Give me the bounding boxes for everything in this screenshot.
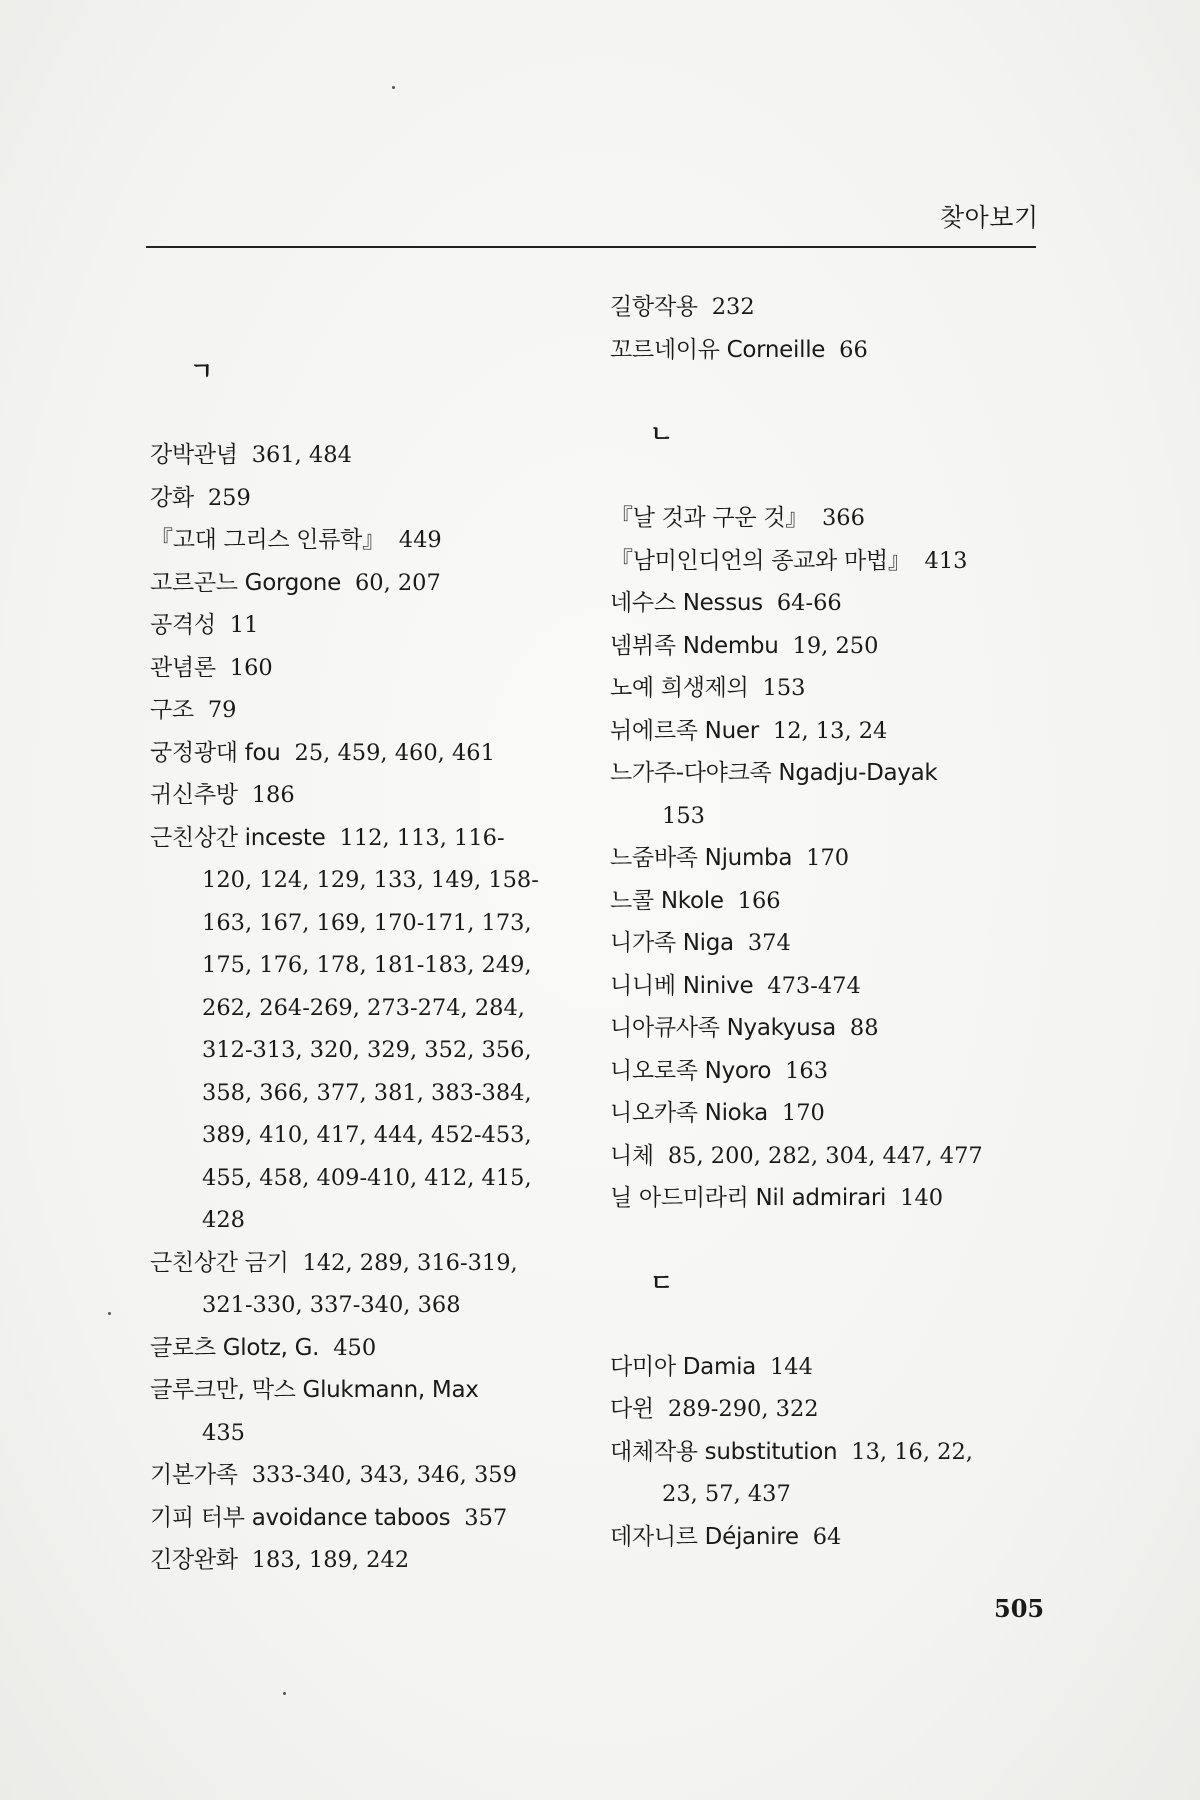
index-entry (150, 1327, 610, 1370)
entry-term: 공격성 (150, 612, 216, 638)
index-entry (610, 922, 1110, 965)
entry-pages: 183, 189, 242 (251, 1547, 410, 1573)
entry-pages: 142, 289, 316-319, (302, 1249, 518, 1276)
entry-pages: 366 (821, 505, 865, 531)
index-entry (150, 817, 610, 1242)
entry-pages: 450 (333, 1334, 377, 1361)
section-heading-giyeok: ㄱ (190, 357, 214, 385)
index-entry (610, 837, 1110, 880)
entry-pages: 361, 484 (251, 442, 352, 468)
index-entry (150, 604, 610, 647)
entry-term: 궁정광대 fou (150, 739, 281, 766)
digeut-entry-list (610, 1346, 1110, 1559)
index-entry (610, 1516, 1110, 1559)
entry-pages: 11 (229, 612, 259, 638)
entry-pages: 12, 13, 24 (772, 717, 888, 744)
index-entry (610, 880, 1110, 923)
entry-term: 니오로족 Nyoro (610, 1057, 772, 1084)
entry-pages: 88 (849, 1015, 879, 1041)
entry-pages: 186 (251, 782, 295, 808)
index-entry (610, 497, 1110, 540)
index-entry (150, 732, 610, 775)
entry-pages-continued: 153 (662, 802, 705, 829)
paper-speck (392, 86, 395, 89)
entry-pages: 374 (747, 930, 791, 956)
entry-pages: 144 (769, 1353, 813, 1380)
index-entry (610, 582, 1110, 625)
index-entry (610, 1050, 1110, 1093)
entry-pages: 357 (464, 1504, 508, 1531)
entry-pages: 170 (806, 845, 850, 871)
left-entry-list (150, 434, 610, 1582)
entry-pages: 449 (398, 527, 442, 553)
entry-term: 관념론 (150, 654, 216, 681)
entry-term: 닐 아드미라리 Nil admirari (610, 1185, 887, 1211)
right-top-entry-list (610, 286, 1110, 371)
index-entry (610, 1346, 1110, 1389)
entry-pages-continued: 262, 264-269, 273-274, 284, (202, 994, 525, 1021)
index-entry (610, 1135, 1110, 1178)
entry-pages: 289-290, 322 (667, 1396, 819, 1422)
header-rule (146, 246, 1036, 248)
entry-pages-continued: 321-330, 337-340, 368 (202, 1292, 461, 1318)
entry-term: 강화 (150, 484, 194, 511)
entry-term: 기본가족 (150, 1462, 238, 1488)
entry-term: 다미아 Damia (610, 1353, 756, 1380)
index-entry (610, 329, 1110, 372)
entry-pages: 64 (812, 1523, 842, 1550)
entry-term: 꼬르네이유 Corneille (610, 336, 826, 363)
running-head: 찾아보기 (940, 203, 1039, 232)
section-heading-nieun: ㄴ (650, 420, 674, 448)
entry-pages-continued: 428 (202, 1207, 245, 1233)
index-entry (610, 540, 1110, 583)
entry-term: 데자니르 Déjanire (610, 1523, 799, 1550)
entry-term: 네수스 Nessus (610, 590, 763, 616)
entry-pages: 112, 113, 116- (339, 824, 505, 851)
entry-pages: 79 (207, 697, 237, 723)
index-entry (150, 1454, 610, 1497)
entry-term: 근친상간 금기 (150, 1249, 289, 1276)
entry-term: 근친상간 inceste (150, 824, 326, 851)
entry-pages: 170 (781, 1100, 825, 1126)
entry-term: 니가족 Niga (610, 930, 734, 956)
entry-term: 뉘에르족 Nuer (610, 717, 759, 744)
index-entry (150, 774, 610, 817)
entry-term: 긴장완화 (150, 1547, 238, 1573)
entry-pages: 166 (737, 887, 781, 914)
entry-term: 니오카족 Nioka (610, 1100, 768, 1126)
entry-term: 『남미인디언의 종교와 마법』 (610, 547, 911, 574)
entry-term: 고르곤느 Gorgone (150, 569, 341, 596)
entry-term: 넴뷔족 Ndembu (610, 632, 779, 659)
entry-pages: 160 (229, 654, 273, 681)
index-entry (150, 1539, 610, 1582)
entry-pages-continued: 389, 410, 417, 444, 452-453, (202, 1122, 532, 1148)
entry-pages: 333-340, 343, 346, 359 (251, 1462, 517, 1488)
entry-term: 느가주-다야크족 Ngadju-Dayak (610, 760, 938, 786)
entry-pages-continued: 163, 167, 169, 170-171, 173, (202, 909, 532, 936)
entry-pages: 19, 250 (792, 632, 879, 659)
entry-pages: 163 (785, 1057, 829, 1084)
entry-term: 대체작용 substitution (610, 1438, 838, 1465)
index-entry (610, 965, 1110, 1008)
entry-pages: 413 (924, 547, 968, 574)
entry-term: 글루크만, 막스 Glukmann, Max (150, 1377, 479, 1403)
entry-pages: 13, 16, 22, (851, 1438, 973, 1465)
entry-pages: 25, 459, 460, 461 (294, 739, 495, 766)
nieun-entry-list (610, 497, 1110, 1220)
index-entry (150, 1242, 610, 1327)
entry-pages: 232 (711, 294, 755, 320)
index-entry (610, 710, 1110, 753)
index-entry (610, 286, 1110, 329)
entry-pages: 473-474 (767, 972, 861, 999)
index-entry (150, 1369, 610, 1454)
entry-pages-continued: 120, 124, 129, 133, 149, 158- (202, 867, 539, 893)
entry-term: 니체 (610, 1142, 654, 1169)
entry-pages: 64-66 (776, 590, 842, 616)
entry-term: 『날 것과 구운 것』 (610, 505, 808, 531)
entry-pages: 259 (207, 484, 251, 511)
index-entry (150, 689, 610, 732)
index-entry (610, 752, 1110, 837)
paper-speck (283, 1692, 286, 1695)
index-entry (610, 1431, 1110, 1516)
entry-term: 기피 터부 avoidance taboos (150, 1504, 451, 1531)
index-entry (610, 1177, 1110, 1220)
entry-term: 느줌바족 Njumba (610, 845, 793, 871)
page-number: 505 (994, 1594, 1045, 1623)
entry-pages-continued: 435 (202, 1419, 245, 1446)
entry-term: 구조 (150, 697, 194, 723)
index-entry (610, 1388, 1110, 1431)
entry-pages-continued: 358, 366, 377, 381, 383-384, (202, 1079, 532, 1106)
entry-term: 니아큐사족 Nyakyusa (610, 1015, 836, 1041)
section-heading-digeut: ㄷ (650, 1268, 674, 1297)
entry-pages: 60, 207 (354, 569, 441, 596)
entry-term: 강박관념 (150, 442, 238, 468)
entry-term: 글로츠 Glotz, G. (150, 1334, 320, 1361)
index-entry (610, 667, 1110, 710)
entry-term: 『고대 그리스 인류학』 (150, 527, 385, 553)
entry-pages-continued: 175, 176, 178, 181-183, 249, (202, 952, 532, 978)
entry-term: 귀신추방 (150, 782, 238, 808)
entry-pages: 140 (900, 1185, 944, 1211)
entry-term: 노예 희생제의 (610, 675, 749, 701)
index-entry (610, 1092, 1110, 1135)
index-entry (150, 477, 610, 520)
entry-pages-continued: 455, 458, 409-410, 412, 415, (202, 1164, 532, 1191)
index-entry (150, 647, 610, 690)
entry-pages: 66 (839, 336, 868, 363)
entry-pages-continued: 312-313, 320, 329, 352, 356, (202, 1037, 532, 1063)
left-column (150, 350, 610, 1582)
entry-pages: 153 (762, 675, 806, 701)
index-entry (150, 562, 610, 605)
entry-term: 니니베 Ninive (610, 972, 754, 999)
entry-pages: 85, 200, 282, 304, 447, 477 (667, 1142, 983, 1169)
index-entry (610, 1007, 1110, 1050)
entry-pages-continued: 23, 57, 437 (662, 1481, 791, 1507)
index-entry (150, 519, 610, 562)
paper-speck (108, 1312, 111, 1315)
index-entry (150, 1497, 610, 1540)
entry-term: 느콜 Nkole (610, 887, 724, 914)
right-column (610, 286, 1110, 1558)
index-entry (150, 434, 610, 477)
entry-term: 길항작용 (610, 294, 698, 320)
entry-term: 다윈 (610, 1396, 654, 1422)
index-entry (610, 625, 1110, 668)
